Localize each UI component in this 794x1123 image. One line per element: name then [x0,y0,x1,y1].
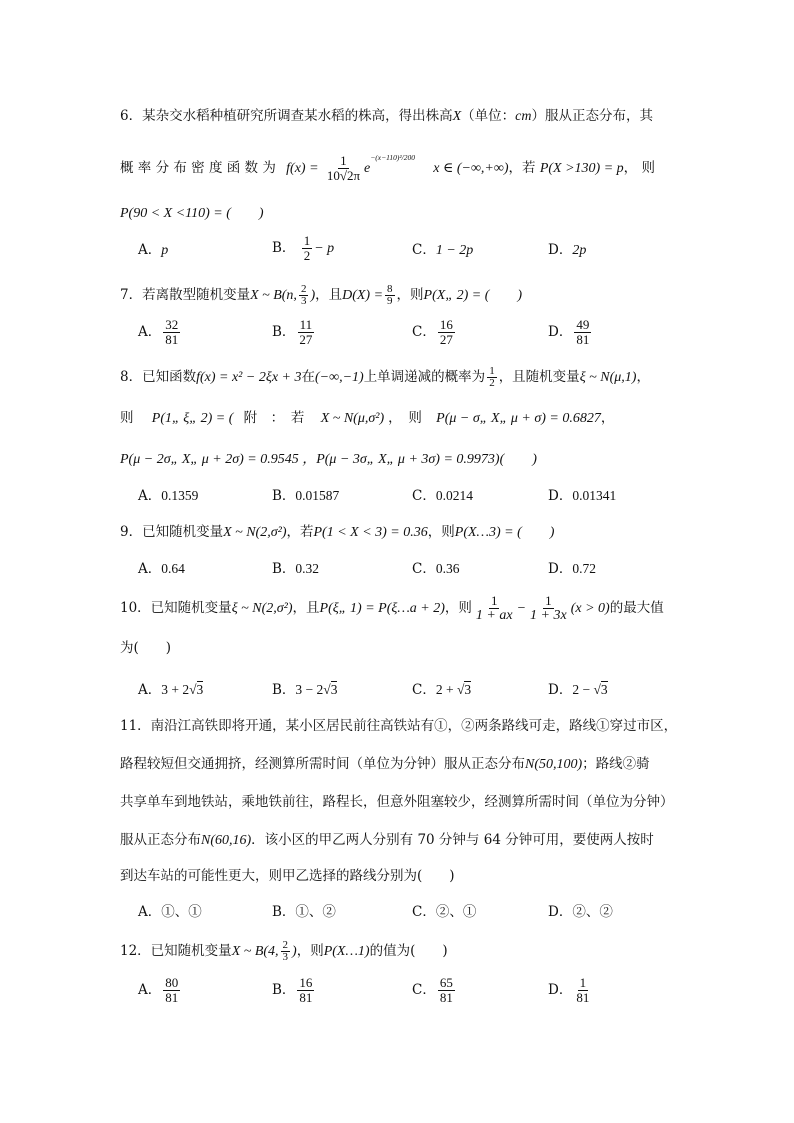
option-fraction [297,318,314,347]
option-fraction [438,318,455,347]
q11-line5: 到达车站的可能性更大，则甲乙选择的路线分别为( ) [120,868,455,884]
option-label: D． [548,904,573,920]
option-label: B． [272,488,296,504]
q12-option-d[interactable] [548,976,593,1005]
q8-option-c[interactable] [412,486,473,506]
q9-ask: P(X…3) = ( ) [454,525,555,540]
q6-cond-suffix: ， 则 [623,160,655,176]
q6-option-a[interactable] [138,240,168,261]
q6-stem-end: ）服从正态分布，其 [531,108,653,124]
q8-mid3: ，且随机变量 [498,369,580,385]
fraction-num: 1 [545,593,552,608]
fraction-den: 81 [165,990,179,1005]
option-value: 1 − 2p [435,243,474,258]
fraction-num: 8 [387,283,393,295]
option-value: 0.36 [435,561,460,576]
q8-option-d[interactable] [548,486,616,506]
option-value: 0.64 [161,561,185,576]
fraction-num: 80 [165,975,179,990]
option-fraction [302,234,313,263]
option-label: C． [412,904,436,920]
sqrt-icon: √ [323,682,331,697]
q11-line2 [120,754,650,775]
fraction-num: 1 [490,593,498,608]
option-label: A． [138,242,162,258]
q7-ask: P(X„ 2) = ( ) [423,288,523,303]
q8-function: f(x) = x² − 2ξx + 3 [196,370,302,385]
option-fraction [574,976,591,1005]
q6-density-fraction [325,154,362,183]
option-label: D． [548,324,573,340]
q11-route2-text: 服从正态分布 [120,832,201,848]
q11-option-a[interactable] [138,902,202,922]
q9-stem [120,522,554,543]
q10-mid: ，且 [292,600,320,616]
option-label: A． [138,324,162,340]
option-label: B． [272,324,296,340]
q12-dist-close: ) [292,944,297,959]
q12-dist-fraction [281,940,291,963]
option-value: 0.1359 [161,488,199,503]
fraction-num: 16 [439,317,453,332]
option-value: 0.32 [295,561,320,576]
option-value: p [161,243,169,258]
q7-mid: ，且 [315,287,343,303]
q12-then: ，则 [296,943,324,959]
option-value: 2p [572,243,587,258]
q12-option-a[interactable] [138,976,182,1005]
q8-mid2: 上单调递减的概率为 [363,369,486,385]
q8-mid1: 在 [301,369,315,385]
q12-stem [120,936,448,967]
q6-unit: cm [515,109,532,124]
fraction-num: 16 [299,975,313,990]
q9-then: ，则 [427,524,455,540]
q7-variance: D(X) = [342,288,384,303]
option-value: 3 − 2 [295,682,324,697]
q10-line1 [120,592,664,625]
q8-comma: ， [600,410,615,426]
option-label: C． [412,488,436,504]
option-label: A． [138,682,162,698]
q6-option-c[interactable] [412,240,473,261]
q7-then: ，则 [396,287,424,303]
option-label: B． [272,904,296,920]
q6-cond-prefix: ，若 [508,160,536,176]
q8-prob-fraction [487,366,497,389]
q6-density-den: 10√2π [326,168,361,183]
q8-interval: (−∞,−1) [314,370,364,385]
option-label: C． [412,561,436,577]
q8-xi-dist: ξ ~ N(μ,1) [579,370,637,385]
fraction-den: 3 [300,295,307,307]
q11-option-b[interactable] [272,902,336,922]
option-fraction [574,318,591,347]
q8-line2 [120,408,614,429]
option-value: ②、② [572,904,613,920]
q6-domain: x ∈ (−∞,+∞) [433,161,509,176]
radicand: 3 [196,682,204,697]
q10-option-b[interactable] [272,680,337,700]
radicand: 3 [330,682,338,697]
q11-option-d[interactable] [548,902,613,922]
fraction-den: 9 [387,295,393,307]
q11-time-text: ．该小区的甲乙两人分别有 70 分钟与 64 分钟可用，要使两人按时 [251,832,654,848]
option-label: D． [548,561,573,577]
option-label: A． [138,488,162,504]
fraction-den: 2 [303,248,311,263]
option-label: A． [138,982,162,998]
option-value: 2 + [435,682,457,697]
q9-prefix: 9．已知随机变量 [120,524,224,540]
option-value: − p [314,241,335,256]
fraction-den: 81 [576,990,590,1005]
q6-density-num: 1 [340,153,347,168]
q6-stem-text: 6．某杂交水稻种植研究所调查某水稻的株高，得出株高 [120,108,453,124]
option-value: ①、① [161,904,202,920]
q12-option-c[interactable] [412,976,457,1005]
q6-option-b[interactable] [272,234,334,263]
q8-note: 附 ： 若 [243,410,305,426]
q12-dist: X ~ B(4, [231,944,279,959]
q10-dist: ξ ~ N(2,σ²) [231,601,293,616]
q6-line2 [120,152,655,186]
option-label: B． [272,561,296,577]
option-label: B． [272,982,296,998]
option-label: C． [412,682,436,698]
q8-prefix: 8．已知函数 [120,369,197,385]
fraction-den: 2 [489,377,495,389]
q6-option-d[interactable] [548,240,586,261]
q6-condition: P(X >130) = p [539,161,624,176]
q6-density-lhs: f(x) = [286,161,319,176]
q9-condition: P(1 < X < 3) = 0.36 [313,525,428,540]
q8-ask: P(1„ ξ„ 2) = ( [151,411,234,426]
q10-option-c[interactable] [412,680,471,700]
q8-note-then: ， 则 [388,410,422,426]
fraction-num: 32 [165,317,179,332]
q6-density-label: 概 率 分 布 密 度 函 数 为 [120,160,276,176]
fraction-den: 81 [165,332,179,347]
q8-option-a[interactable] [138,486,198,506]
option-value: 0.72 [572,561,596,576]
q7-dist-close: ) [310,288,316,303]
q10-end: 的最大值 [609,600,664,616]
option-value: 2 − [572,682,594,697]
q6-exponent: −(x−110)²/200 [370,153,415,162]
q6-line1 [120,106,653,127]
option-label: C． [412,242,436,258]
option-fraction [163,318,180,347]
fraction-den: 27 [299,332,313,347]
fraction-num: 11 [299,317,313,332]
q10-minus: − [516,601,527,616]
option-label: A． [138,561,162,577]
q7-option-d[interactable] [548,318,593,347]
fraction-num: 2 [300,283,307,295]
sqrt-icon: √ [456,682,465,697]
option-label: C． [412,324,436,340]
option-value: 0.0214 [435,488,473,503]
q8-then: 则 [120,410,134,426]
q9-option-a[interactable] [138,559,185,579]
radicand: 3 [600,682,608,697]
fraction-den: 81 [576,332,590,347]
q9-mid: ，若 [286,524,314,540]
q7-dist-fraction [299,284,309,307]
q7-stem [120,280,522,311]
q10-fraction-2 [528,594,569,623]
q6-line3: P(90 < X <110) = ( ) [120,206,264,221]
q10-fraction-1 [474,594,515,623]
option-value: ①、② [295,904,336,920]
option-label: D． [548,488,573,504]
q10-domain: (x > 0) [570,601,610,616]
q8-note-1sigma: P(μ − σ„ X„ μ + σ) = 0.6827 [436,411,601,426]
q8-option-b[interactable] [272,486,339,506]
option-label: D． [548,242,573,258]
q12-end: 的值为( ) [369,943,448,959]
q11-line3: 共享单车到地铁站，乘地铁前往，路程长，但意外阻塞较少，经测算所需时间（单位为分钟） [120,794,674,810]
q11-route2-dist: N(60,16) [201,833,252,848]
option-value: ②、① [435,904,477,920]
q12-option-b[interactable] [272,976,316,1005]
q7-option-c[interactable] [412,318,457,347]
q10-option-d[interactable] [548,680,608,700]
fraction-num: 49 [576,317,590,332]
q9-dist: X ~ N(2,σ²) [223,525,287,540]
fraction-den: 81 [439,990,453,1005]
option-label: B． [272,240,296,256]
q7-option-a[interactable] [138,318,182,347]
q9-option-c[interactable] [412,559,459,579]
option-value: 3 + 2 [161,682,190,697]
fraction-den: 27 [439,332,453,347]
fraction-num: 1 [303,233,311,248]
sqrt-icon: √ [593,682,601,697]
q12-ask: P(X…1) [323,944,370,959]
q7-option-b[interactable] [272,318,316,347]
fraction-num: 1 [579,975,587,990]
q9-option-d[interactable] [548,559,596,579]
fraction-num: 65 [439,975,453,990]
option-fraction [297,976,314,1005]
q7-dist: X ~ B(n, [250,288,297,303]
q11-option-c[interactable] [412,902,476,922]
option-fraction [163,976,180,1005]
fraction-den: 81 [299,990,313,1005]
option-label: A． [138,904,162,920]
option-value: 0.01587 [295,488,340,503]
q8-note-dist: X ~ N(μ,σ²) [320,411,385,426]
q6-unit-prefix: （单位： [461,108,516,124]
q9-option-b[interactable] [272,559,319,579]
q8-end1: ， [636,369,650,385]
q12-prefix: 12．已知随机变量 [120,943,232,959]
fraction-num: 2 [282,939,289,951]
q7-prefix: 7．若离散型随机变量 [120,287,251,303]
radicand: 3 [464,682,472,697]
option-label: B． [272,682,296,698]
q11-line1: 11．南沿江高铁即将开通，某小区居民前往高铁站有①，②两条路线可走，路线①穿过市区， [120,718,678,734]
fraction-den: 3 [282,951,289,963]
option-value: 0.01341 [572,488,617,503]
q8-line1 [120,362,650,393]
option-label: D． [548,982,573,998]
option-label: D． [548,682,573,698]
q11-route1-text: 路程较短但交通拥挤，经测算所需时间（单位为分钟）服从正态分布 [120,756,525,772]
q6-variable: X [452,109,462,124]
q10-line2: 为( ) [120,640,172,656]
q10-condition: P(ξ„ 1) = P(ξ…a + 2) [319,601,445,616]
q11-line4 [120,830,654,851]
q10-option-a[interactable] [138,680,203,700]
fraction-den: 1 + ax [475,608,513,623]
option-fraction [438,976,455,1005]
q7-variance-fraction [385,284,395,307]
option-label: C． [412,982,436,998]
fraction-num: 1 [489,365,495,377]
sqrt-icon: √ [189,682,197,697]
q10-then: ，则 [444,600,472,616]
q8-line3: P(μ − 2σ„ X„ μ + 2σ) = 0.9545 ，P(μ − 3σ„ X„ μ + 3σ) = 0.9973)( ) [120,452,537,467]
q11-route2-start: ；路线②骑 [582,756,650,772]
q10-prefix: 10．已知随机变量 [120,600,232,616]
fraction-den: 1 + 3x [530,608,567,623]
q6-exp-base: e [364,161,371,176]
q11-route1-dist: N(50,100) [525,757,583,772]
